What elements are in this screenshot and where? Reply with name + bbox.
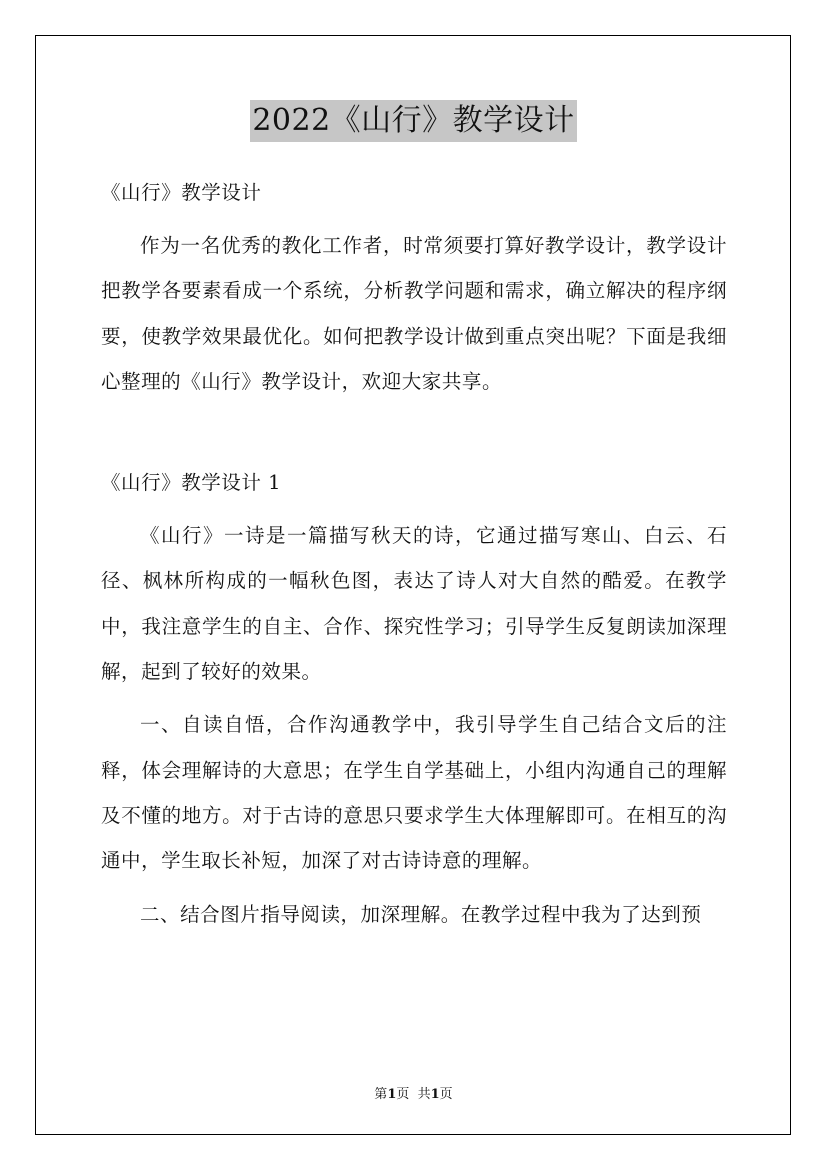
footer-page-current: 1 xyxy=(387,1087,397,1102)
footer-page-total: 1 xyxy=(430,1087,440,1102)
document-title: 2022《山行》教学设计 xyxy=(250,100,576,142)
intro-heading: 《山行》教学设计 xyxy=(101,181,262,204)
intro-paragraph: 作为一名优秀的教化工作者，时常须要打算好教学设计，教学设计把教学各要素看成一个系统，分析教学问题和需求，确立解决的程序纲要，使教学效果最优化。如何把教学设计做到重点突出呢？下面是我细心整理的《山行》教学设计，欢迎大家共享。 xyxy=(101,234,727,393)
body-paragraph-3: 二、结合图片指导阅读，加深理解。在教学过程中我为了达到预 xyxy=(140,902,702,926)
body-paragraph-1: 《山行》一诗是一篇描写秋天的诗，它通过描写寒山、白云、石径、枫林所构成的一幅秋色图，表达了诗人对大自然的酷爱。在教学中，我注意学生的自主、合作、探究性学习；引导学生反复朗读加深理解，起到了较好的效果。 xyxy=(101,524,727,684)
document-body xyxy=(101,170,727,937)
title-container xyxy=(0,100,827,142)
footer-prefix: 第 xyxy=(374,1087,388,1102)
footer-suffix: 页 xyxy=(439,1087,453,1102)
page-footer xyxy=(0,1083,827,1102)
footer-mid: 页 共 xyxy=(396,1087,431,1102)
body-paragraph-2: 一、自读自悟，合作沟通教学中，我引导学生自己结合文后的注释，体会理解诗的大意思；在学生自学基础上，小组内沟通自己的理解及不懂的地方。对于古诗的意思只要求学生大体理解即可。在相互的沟通中，学生取长补短，加深了对古诗诗意的理解。 xyxy=(101,713,727,873)
section-heading-1: 《山行》教学设计 1 xyxy=(101,471,282,495)
